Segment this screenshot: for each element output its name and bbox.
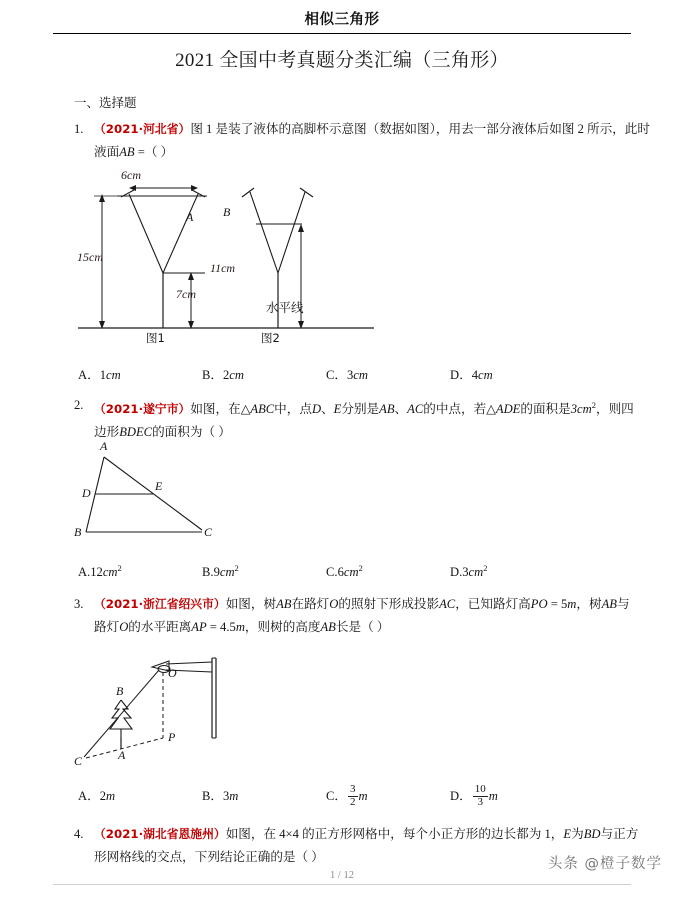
- question-2-body: [94, 394, 664, 444]
- question-2-line-1: （2021·遂宁市）如图，在△ABC中，点D、E分别是AB、AC的中点，若△ADE的面积是$3cm^2$，则四: [94, 400, 634, 417]
- question-3-option-a[interactable]: A．2m: [78, 789, 116, 803]
- question-1-option-b[interactable]: B．2cm: [202, 368, 244, 382]
- dimension-stem-height: 7cm: [176, 287, 196, 301]
- question-1-number: 1.: [74, 122, 84, 136]
- question-3-number: 3.: [74, 597, 84, 611]
- question-1-body: [94, 118, 664, 164]
- street-lamp-shadow-diagram: [74, 650, 304, 778]
- question-3-options: [74, 785, 674, 813]
- tree-foliage-right: [121, 700, 132, 729]
- street-lamp-svg: [74, 650, 304, 778]
- watermark: 头条 @橙子数学: [547, 856, 662, 872]
- question-3-body: [94, 593, 664, 639]
- lamp-arm-top: [166, 662, 212, 664]
- question-1-line-1: [94, 118, 664, 141]
- question-1-text-2a: 液面: [94, 145, 120, 159]
- triangle-label-b: B: [74, 525, 82, 539]
- question-1-var-ab: AB: [119, 145, 135, 159]
- question-3-line-2: 路灯O的水平距离AP = 4.5m，则树的高度AB长是（ ）: [94, 620, 390, 634]
- header-divider: [53, 33, 631, 34]
- triangle-abc-midsegment: [74, 439, 274, 546]
- figure-1-caption: 图1: [146, 331, 165, 345]
- triangle-label-a: A: [100, 439, 108, 453]
- question-1-text-2b: =（ ）: [134, 145, 174, 159]
- question-4-source: （2021·湖北省恩施州）: [94, 827, 226, 841]
- dimension-fig2-height: 11cm: [210, 261, 236, 275]
- question-1-source: （2021·河北省）: [94, 122, 191, 136]
- question-2-option-d[interactable]: $D.3cm^2$: [450, 563, 488, 580]
- page-number: 1 / 12: [330, 870, 354, 881]
- question-2-source: （2021·遂宁市）: [94, 402, 191, 417]
- question-3-source: （2021·浙江省绍兴市）: [94, 597, 226, 611]
- question-2: [74, 394, 664, 444]
- question-1: [74, 118, 664, 164]
- question-1-option-a[interactable]: A．1cm: [78, 368, 121, 382]
- lamp-label-p: P: [168, 730, 176, 744]
- question-3-option-b[interactable]: B．3m: [202, 789, 239, 803]
- fraction-three-halves: $\frac{3}{2}$: [350, 783, 356, 808]
- question-4-line-2: 形网格线的交点，下列结论正确的是（ ）: [94, 850, 324, 864]
- lamp-label-b: B: [116, 684, 124, 698]
- dimension-top-width: 6cm: [121, 168, 141, 182]
- footer-divider: [53, 884, 631, 885]
- question-1-option-d[interactable]: D．4cm: [450, 368, 493, 382]
- figure-2-caption: 图2: [261, 331, 280, 345]
- question-1-text-1: 图 1 是装了液体的高脚杯示意图（数据如图），用去一部分液体后如图 2 所示，此时: [190, 122, 650, 136]
- question-3-line-1: （2021·浙江省绍兴市）如图，树AB在路灯O的照射下形成投影AC，已知路灯高PO = 5m，树AB与: [94, 597, 630, 611]
- lamp-label-a: A: [118, 748, 126, 762]
- question-1-line-2: [94, 141, 664, 164]
- goblet-diagram-svg: [74, 172, 404, 347]
- fraction-ten-thirds: $\frac{10}{3}$: [474, 783, 486, 808]
- horizontal-line-label: 水平线: [266, 300, 304, 315]
- triangle-label-c: C: [204, 525, 213, 539]
- dimension-total-height: 15cm: [77, 250, 103, 264]
- question-3-option-d[interactable]: D． $\frac{10}{3}$ m: [450, 783, 498, 808]
- lamp-label-o: O: [168, 666, 177, 680]
- question-2-option-b[interactable]: $B.9cm^2$: [202, 563, 239, 580]
- question-2-option-a[interactable]: $A.12cm^2$: [78, 563, 122, 580]
- lamp-label-c: C: [74, 754, 83, 768]
- page-title: 2021 全国中考真题分类汇编（三角形）: [175, 50, 509, 71]
- question-2-option-c[interactable]: $C.6cm^2$: [326, 563, 363, 580]
- question-3-option-c[interactable]: C． $\frac{3}{2}$ m: [326, 783, 368, 808]
- question-3: [74, 593, 664, 639]
- question-1-option-c[interactable]: C．3cm: [326, 368, 368, 382]
- triangle-label-e: E: [155, 479, 163, 493]
- question-4-number: 4.: [74, 827, 84, 841]
- point-label-b: B: [223, 205, 231, 219]
- triangle-label-d: D: [82, 486, 91, 500]
- running-header-title: 相似三角形: [304, 12, 380, 28]
- triangle-svg: [74, 446, 274, 546]
- point-label-a: A: [186, 210, 194, 224]
- question-2-line-2: 边形BDEC的面积为（ ）: [94, 425, 231, 440]
- running-header: [0, 8, 684, 32]
- question-2-options: [74, 563, 674, 583]
- question-4-line-1: （2021·湖北省恩施州）如图，在 4×4 的正方形网格中，每个小正方形的边长都为 1，E为BD与正方: [94, 827, 639, 841]
- section-heading: 一、选择题: [74, 95, 137, 110]
- goblet-diagram: [74, 168, 404, 347]
- question-2-number: 2.: [74, 398, 84, 412]
- question-1-options: [74, 364, 674, 384]
- tree-foliage-left: [110, 700, 121, 738]
